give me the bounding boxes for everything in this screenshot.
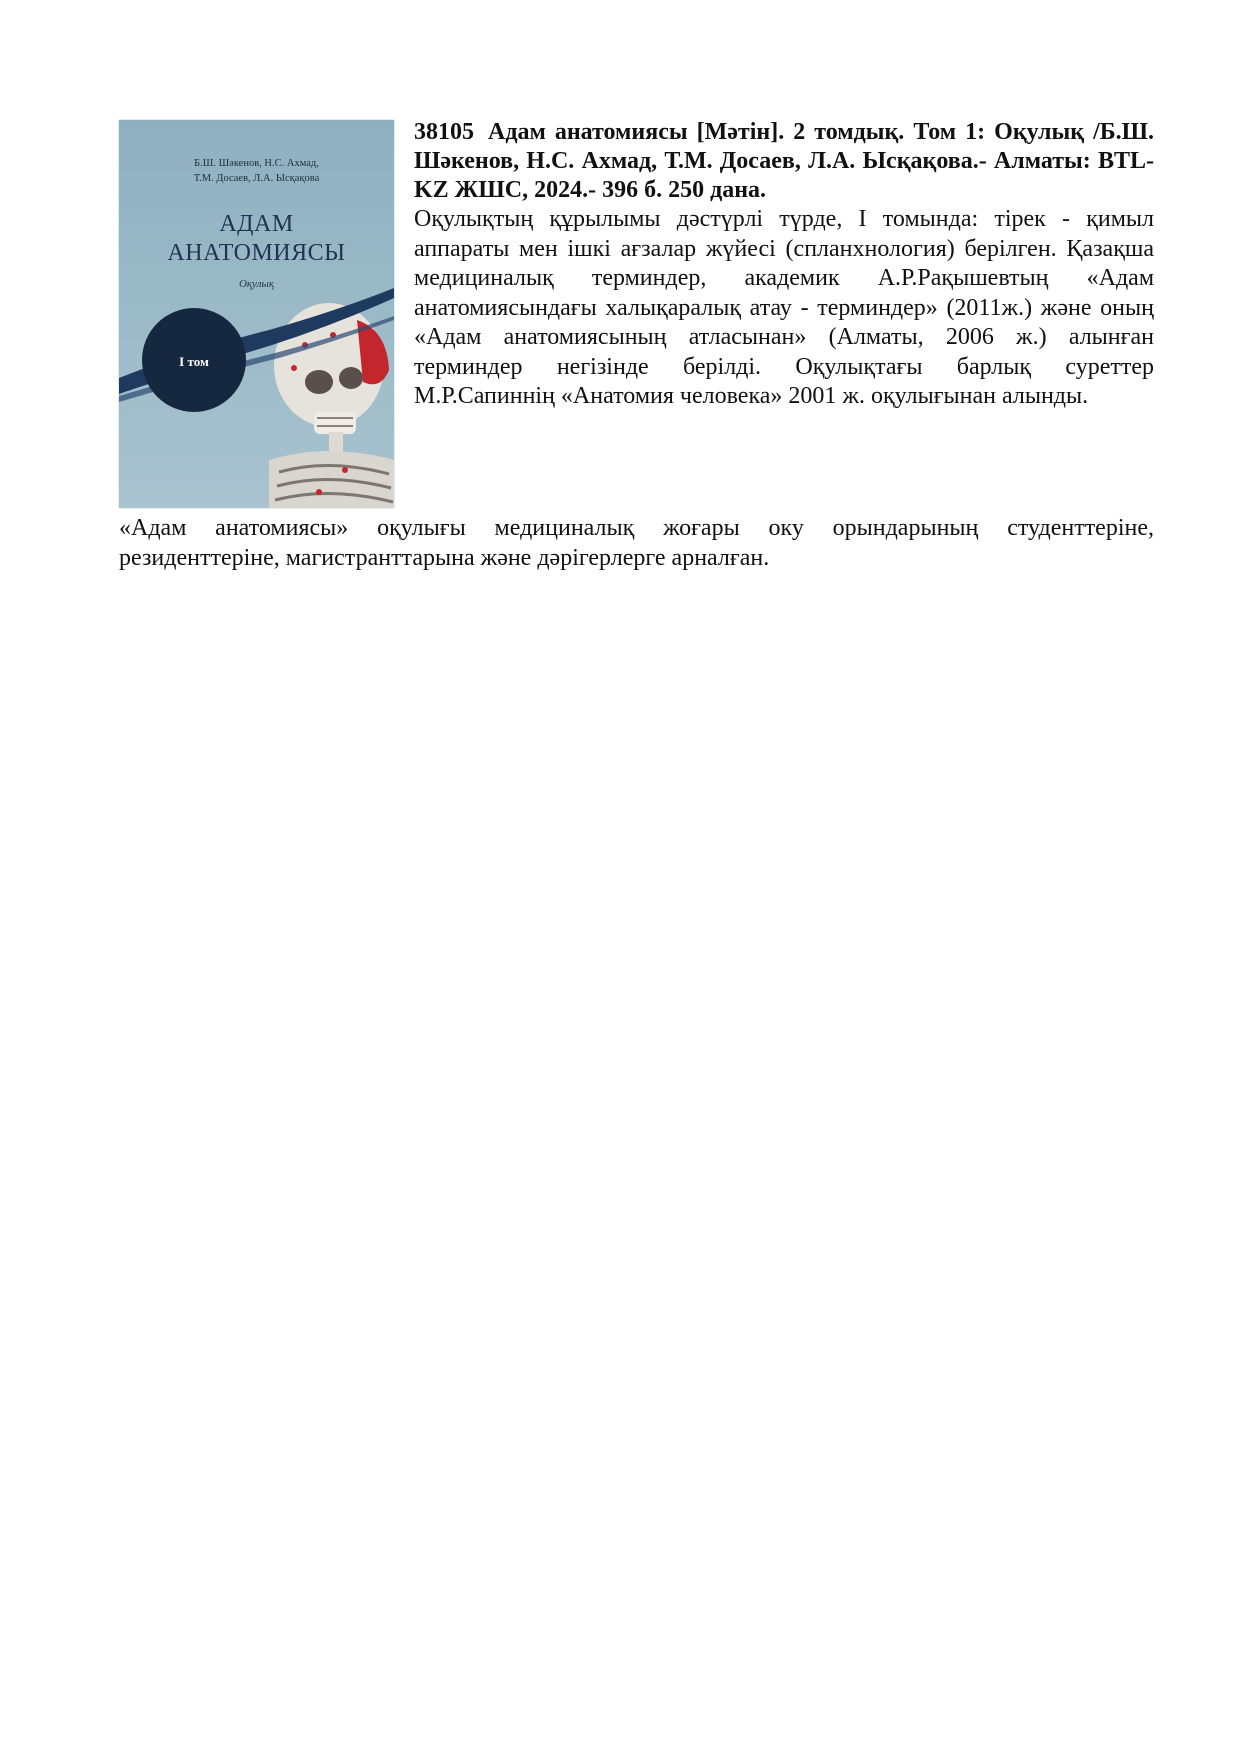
cover-title: АДАМ АНАТОМИЯСЫ (167, 211, 346, 266)
cover-subtitle: Оқулық (238, 278, 275, 290)
cover-authors: Б.Ш. Шәкенов, Н.С. Ахмад, Т.М. Досаев, Л.А. Ысқақова (193, 158, 320, 184)
entry-number: 38105 (414, 119, 474, 145)
book-cover-image (119, 120, 394, 508)
cover-volume-label: I том (179, 354, 209, 369)
entry-bibliographic-description: Адам анатомиясы [Мәтін]. 2 томдық. Том 1: Оқулық /Б.Ш. Шәкенов, Н.С. Ахмад, Т.М. Досаев, Л.А. Ысқақова.- Алматы: BTL-KZ ЖШС, 2024.- 396 б. 250 дана. (414, 119, 1154, 203)
entry-audience: «Адам анатомиясы» оқулығы медициналық жоғары оку орындарының студенттеріне, резиденттеріне, магистранттарына және дәрігерлерге арналған. (119, 515, 1154, 571)
catalog-page (119, 118, 1154, 573)
entry-annotation: Оқулықтың құрылымы дәстүрлі түрде, І томында: тірек - қимыл аппараты мен ішкі ағзалар жүйесі (спланхнология) берілген. Қазақша медициналық терминдер, академик А.Р.Рақышевтың «Адам анатомиясындағы халықаралық атау - терминдер» (2011ж.) және оның «Адам анатомиясының атласынан» (Алматы, 2006 ж.) алынған терминдер негізінде берілді. Оқулықтағы барлық суреттер М.Р.Сапиннің «Анатомия человека» 2001 ж. оқулығынан алынды. (414, 206, 1154, 409)
